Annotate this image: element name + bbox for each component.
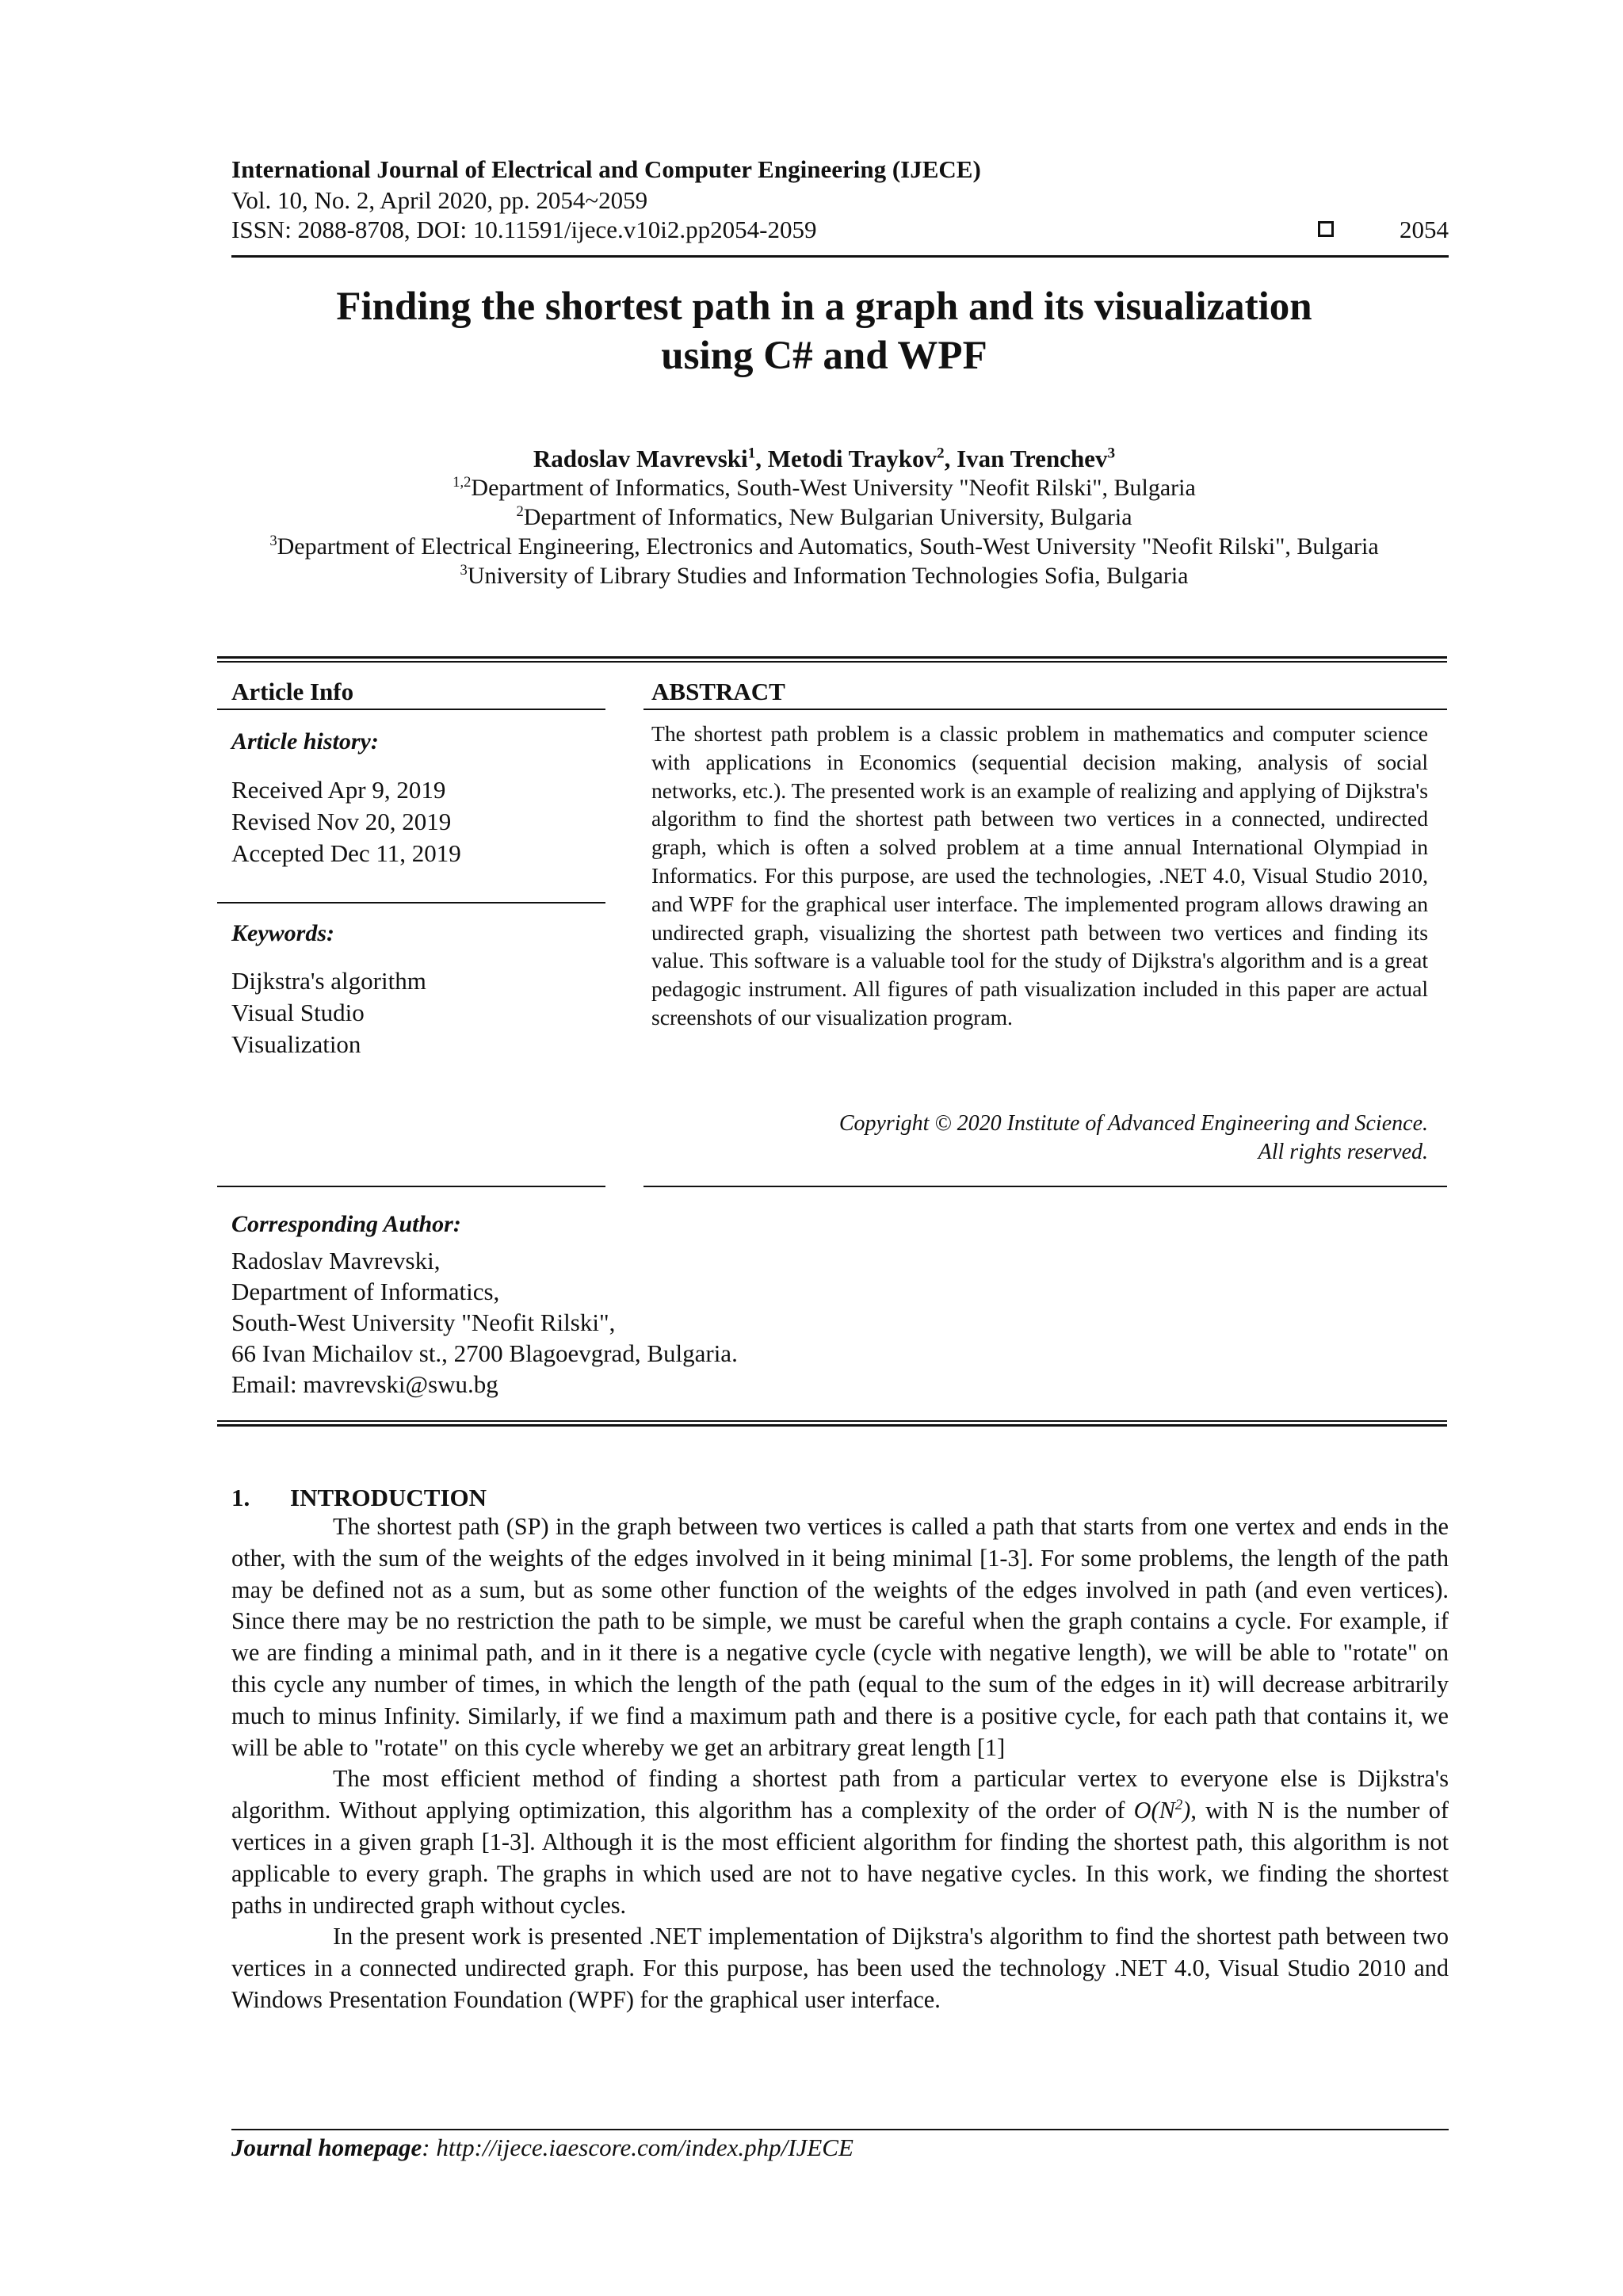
affiliation-text: Department of Electrical Engineering, Electronics and Automatics, South-West University "Neofit Rilski", Bulgaria	[277, 533, 1379, 560]
abstract-bottom-rule	[643, 1186, 1447, 1187]
author-sup: 2	[937, 445, 945, 462]
intro-paragraph-2	[231, 1763, 1449, 1921]
title-line-1: Finding the shortest path in a graph and its visualization	[336, 285, 1312, 329]
info-box-top-rule-2	[217, 661, 1447, 663]
keywords-heading: Keywords:	[231, 920, 334, 946]
received-date: Received Apr 9, 2019	[231, 776, 446, 804]
author-sup: 3	[1107, 445, 1116, 462]
author-separator: ,	[755, 445, 768, 472]
intro-p2-text-rest: , with N is the number of vertices in a given graph [1-3]. Although it is the most efficient algorithm for finding the shortest path, this algorithm is not applicable to every graph. The graphs in which used are not to have negative cycles. In this work, we finding the shortest paths in undirected graph without cycles.	[231, 1797, 1449, 1919]
accepted-date: Accepted Dec 11, 2019	[231, 839, 461, 867]
corresponding-line: South-West University "Neofit Rilski",	[231, 1308, 616, 1336]
affiliation-text: Department of Informatics, New Bulgarian University, Bulgaria	[523, 504, 1132, 530]
keywords-rule	[217, 1186, 605, 1187]
author-name: Ivan Trenchev	[957, 445, 1108, 472]
corresponding-email: Email: mavrevski@swu.bg	[231, 1370, 498, 1398]
info-box-bottom-rule-2	[217, 1424, 1447, 1427]
article-info-rule	[217, 709, 605, 710]
affiliation-text: University of Library Studies and Information Technologies Sofia, Bulgaria	[467, 563, 1189, 589]
corresponding-line: 66 Ivan Michailov st., 2700 Blagoevgrad, Bulgaria.	[231, 1339, 738, 1367]
homepage-link[interactable]: http://ijece.iaescore.com/index.php/IJECE	[436, 2134, 854, 2161]
intro-paragraph-3: In the present work is presented .NET implementation of Dijkstra's algorithm to find the shortest path between two vertices in a connected undirected graph. For this purpose, has been used the technology .NET 4.0, Visual Studio 2010 and Windows Presentation Foundation (WPF) for the graphical user interface.	[231, 1923, 1449, 2013]
corresponding-heading: Corresponding Author:	[231, 1211, 461, 1237]
affiliation	[119, 561, 1529, 590]
affiliation-text: Department of Informatics, South-West University "Neofit Rilski", Bulgaria	[471, 475, 1196, 501]
article-history-heading: Article history:	[231, 728, 379, 755]
copyright	[651, 1110, 1428, 1167]
square-bullet-icon	[1318, 221, 1334, 237]
article-info-heading: Article Info	[231, 678, 354, 705]
title-line-2: using C# and WPF	[661, 334, 987, 378]
section-heading-introduction	[231, 1484, 487, 1512]
copyright-line-1: Copyright © 2020 Institute of Advanced Engineering and Science.	[838, 1111, 1428, 1136]
history-rule	[217, 902, 605, 904]
complexity-formula	[1134, 1797, 1191, 1824]
journal-volume: Vol. 10, No. 2, April 2020, pp. 2054~2059	[231, 186, 648, 214]
info-box-bottom-rule	[217, 1420, 1447, 1422]
affiliation	[119, 502, 1529, 532]
abstract-text: The shortest path problem is a classic problem in mathematics and computer science with applications in Economics (sequential decision making, analysis of social networks, etc.). The presented work is an example of realizing and applying of Dijkstra's algorithm to find the shortest path between two vertices in a connected, undirected graph, which is often a solved problem at a time annual International Olympiad in Informatics. For this purpose, are used the technologies, .NET 4.0, Visual Studio 2010, and WPF for the graphical user interface. The implemented program allows drawing an undirected graph, visualizing the shortest path between two vertices and finding its value. This software is a valuable tool for the study of Dijkstra's algorithm and is a great pedagogic instrument. All figures of path visualization included in this paper are actual screenshots of our visualization program.	[651, 721, 1428, 1030]
section-title: INTRODUCTION	[290, 1484, 487, 1511]
introduction-body	[231, 1511, 1449, 2016]
affiliation-sup: 3	[460, 562, 468, 579]
formula-exponent: 2	[1174, 1797, 1183, 1814]
keyword: Visualization	[231, 1030, 361, 1058]
keyword: Dijkstra's algorithm	[231, 967, 426, 995]
affiliation-sup: 3	[269, 533, 277, 549]
corresponding-line: Department of Informatics,	[231, 1278, 500, 1305]
author-name: Metodi Traykov	[767, 445, 937, 472]
formula-base: O(N	[1133, 1797, 1175, 1824]
journal-name: International Journal of Electrical and Computer Engineering (IJECE)	[231, 155, 981, 183]
section-number: 1.	[231, 1484, 250, 1511]
corresponding-line: Radoslav Mavrevski,	[231, 1247, 441, 1274]
journal-issn-doi: ISSN: 2088-8708, DOI: 10.11591/ijece.v10i2.pp2054-2059	[231, 216, 817, 243]
revised-date: Revised Nov 20, 2019	[231, 808, 452, 835]
header-rule	[231, 255, 1449, 258]
affiliation	[119, 473, 1529, 502]
abstract-heading: ABSTRACT	[651, 678, 785, 705]
abstract-rule	[643, 709, 1447, 710]
footer-rule	[231, 2129, 1449, 2130]
info-box-top-rule	[217, 656, 1447, 659]
affiliation	[119, 532, 1529, 561]
author-name: Radoslav Mavrevski	[533, 445, 748, 472]
affiliation-sup: 2	[516, 503, 524, 520]
corresponding-details	[231, 1245, 738, 1400]
page-number: 2054	[1400, 216, 1449, 243]
homepage-colon: :	[422, 2134, 437, 2161]
homepage-label: Journal homepage	[231, 2134, 422, 2161]
journal-homepage	[231, 2134, 854, 2162]
author-sup: 1	[747, 445, 756, 462]
author-separator: ,	[944, 445, 957, 472]
author-block	[119, 444, 1529, 590]
affiliation-sup: 1,2	[453, 474, 472, 491]
formula-close: )	[1182, 1797, 1191, 1824]
keyword: Visual Studio	[231, 999, 365, 1026]
paper-title	[158, 282, 1490, 380]
copyright-line-2: All rights reserved.	[1258, 1140, 1428, 1164]
author-names	[119, 444, 1529, 473]
intro-paragraph-1: The shortest path (SP) in the graph between two vertices is called a path that starts from one vertex and ends in the other, with the sum of the weights of the edges involved in it being minimal [1-3]. For some problems, the length of the path may be defined not as a sum, but as some other function of the weights of the edges involved in path (and even vertices). Since there may be no restriction the path to be simple, we must be careful when the graph contains a cycle. For example, if we are finding a minimal path, and in it there is a negative cycle (cycle with negative length), we will be able to "rotate" on this cycle any number of times, in which the length of the path (equal to the sum of the edges in it) will decrease arbitrarily much to minus Infinity. Similarly, if we find a maximum path and there is a positive cycle, for each path that contains it, we will be able to "rotate" on this cycle whereby we get an arbitrary great length [1]	[231, 1513, 1449, 1761]
intro-p2-text: The most efficient method of finding a shortest path from a particular vertex to everyone else is Dijkstra's algorithm. Without applying optimization, this algorithm has a complexity of the order of	[231, 1765, 1449, 1824]
